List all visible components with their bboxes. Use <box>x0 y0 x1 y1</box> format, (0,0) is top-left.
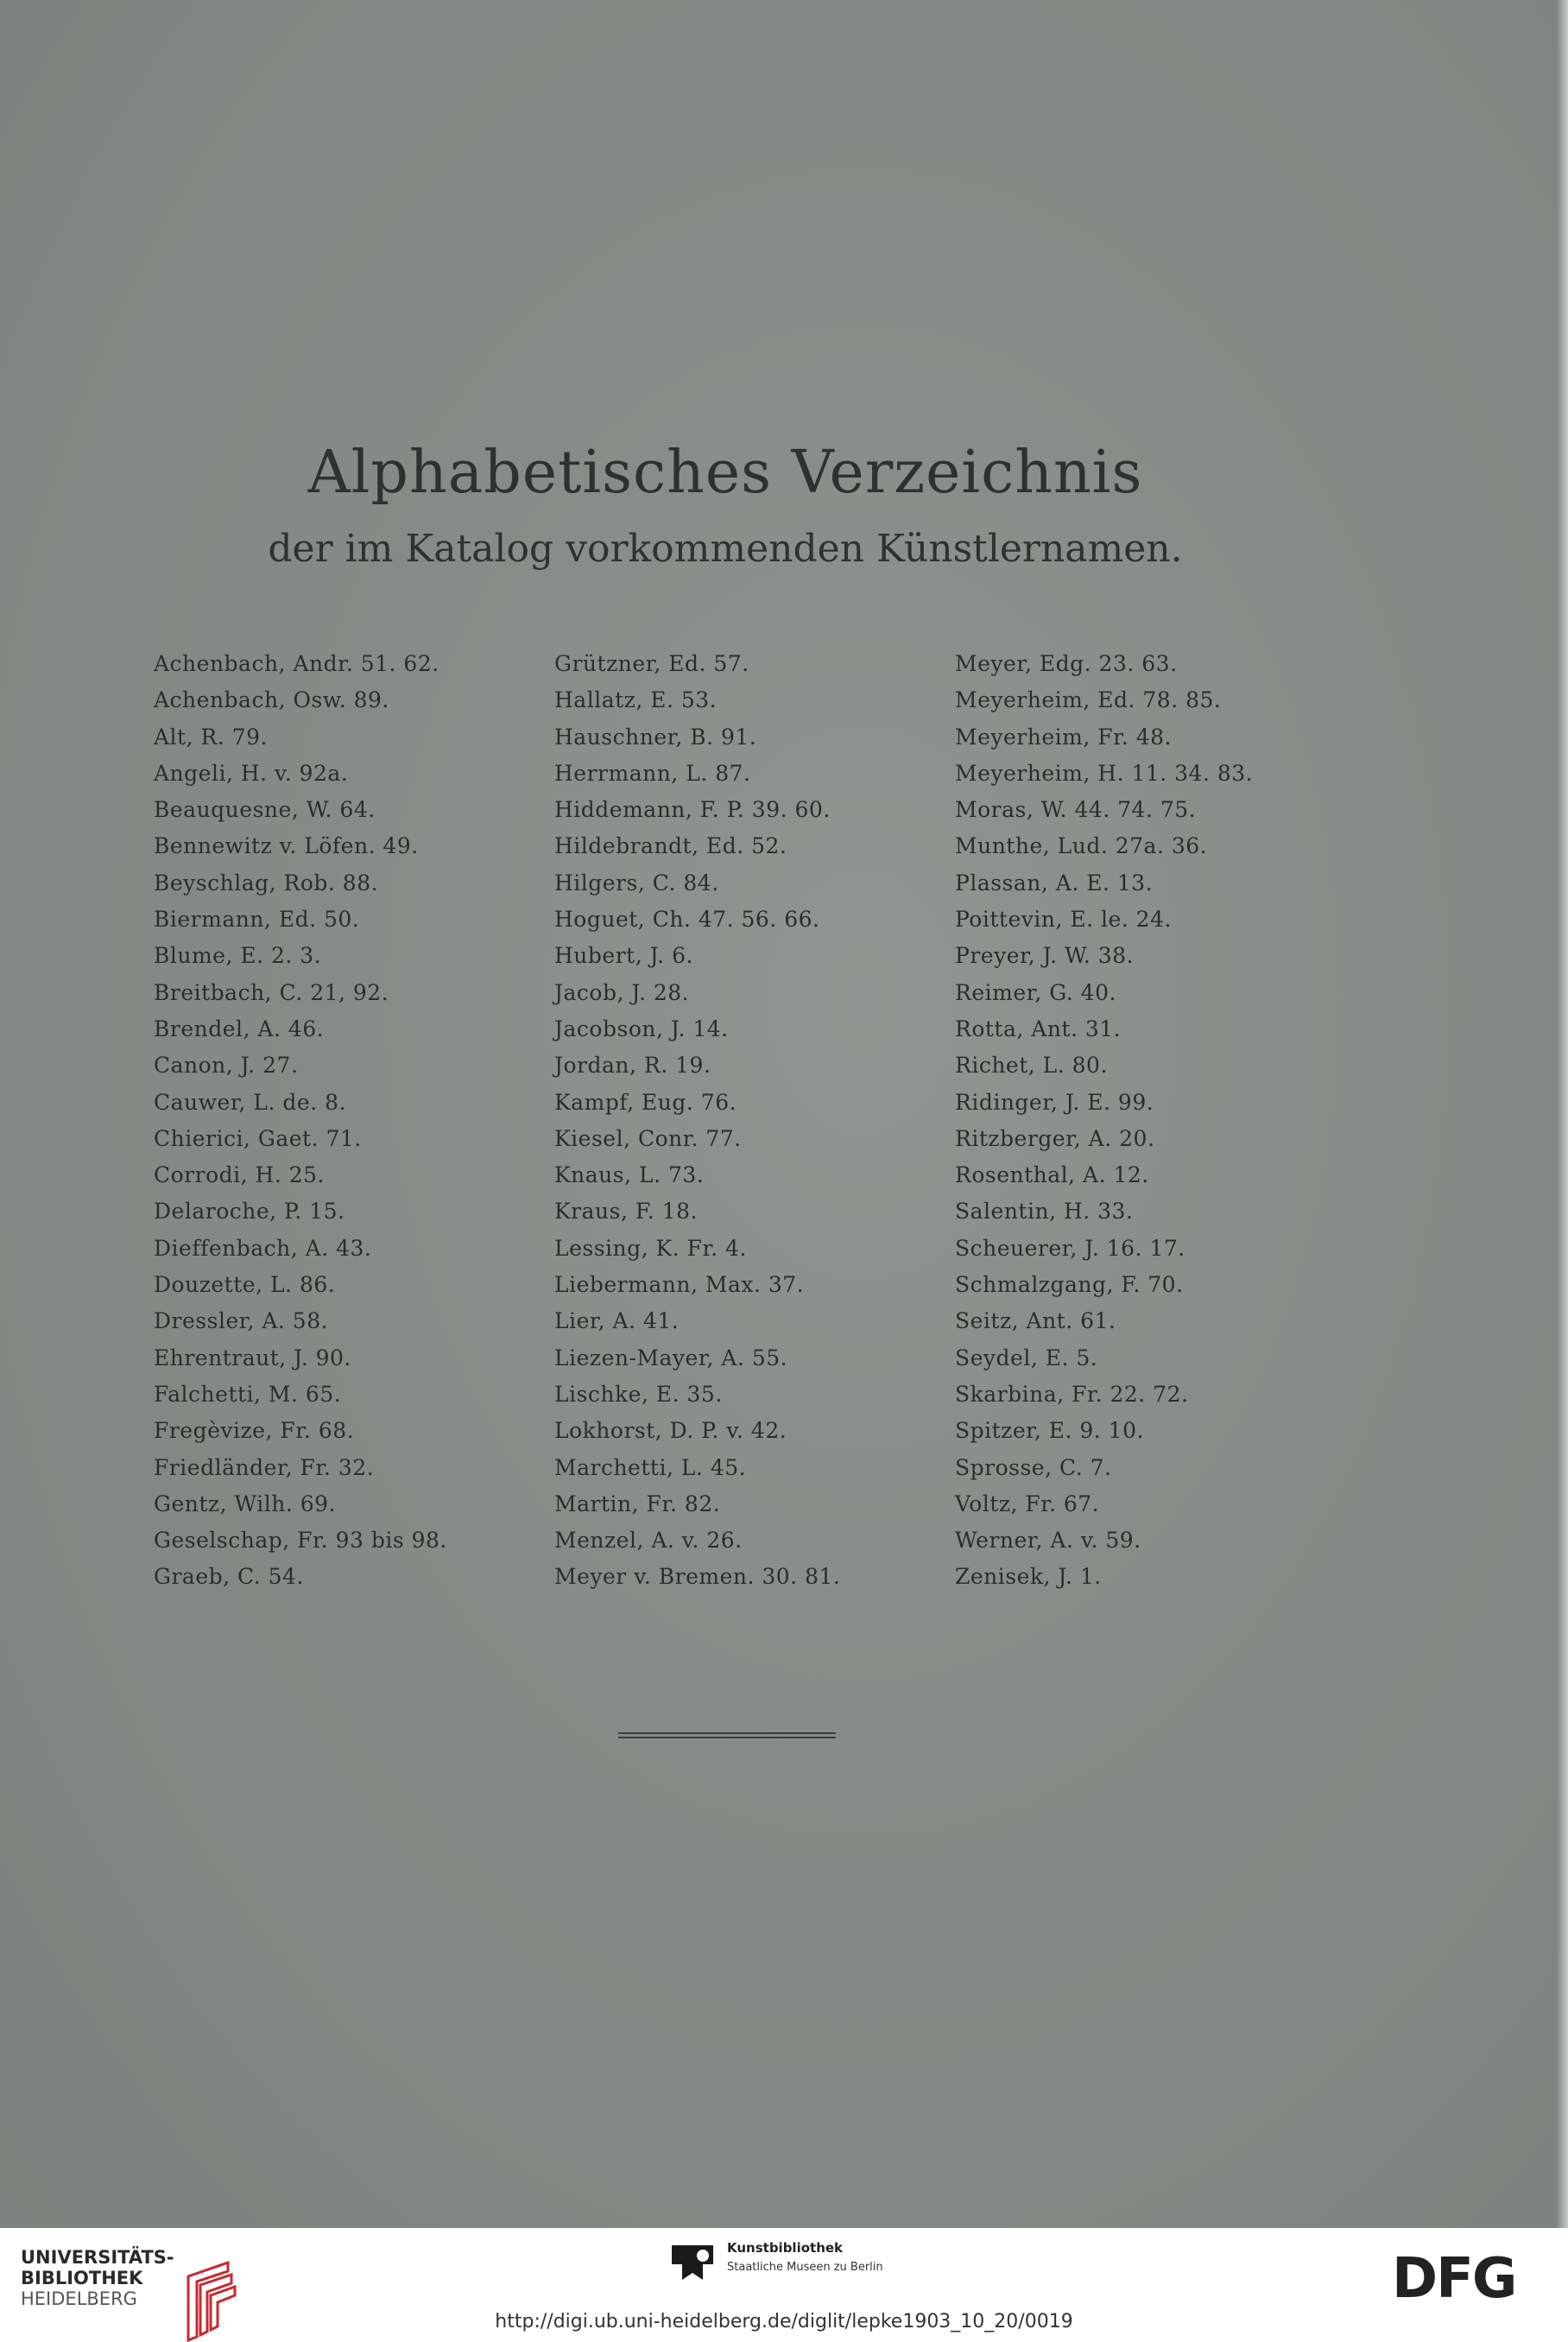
index-entry: Beyschlag, Rob. 88. <box>154 870 379 896</box>
index-entry: Chierici, Gaet. 71. <box>154 1125 362 1151</box>
dfg-logo[interactable]: DFG <box>1392 2247 1516 2311</box>
index-entry: Menzel, A. v. 26. <box>554 1528 743 1554</box>
index-entry: Richet, L. 80. <box>955 1053 1108 1079</box>
index-entry: Achenbach, Andr. 51. 62. <box>154 651 439 676</box>
index-entry: Zenisek, J. 1. <box>955 1564 1102 1590</box>
index-entry: Reimer, G. 40. <box>955 979 1116 1005</box>
page-title: Alphabetisches Verzeichnis <box>307 439 1143 507</box>
index-entry: Lokhorst, D. P. v. 42. <box>554 1418 787 1444</box>
index-entry: Rosenthal, A. 12. <box>955 1162 1149 1188</box>
ub-logo-line-2: BIBLIOTHEK <box>21 2268 143 2288</box>
index-entry: Schmalzgang, F. 70. <box>955 1272 1184 1298</box>
index-entry: Canon, J. 27. <box>154 1053 299 1079</box>
index-entry: Jacob, J. 28. <box>554 979 690 1005</box>
index-entry: Lischke, E. 35. <box>554 1381 723 1407</box>
kunstbibliothek-subtitle: Staatliche Museen zu Berlin <box>727 2261 883 2274</box>
index-entry: Hilgers, C. 84. <box>554 870 719 896</box>
index-entry: Salentin, H. 33. <box>955 1199 1134 1225</box>
index-entry: Blume, E. 2. 3. <box>154 943 322 969</box>
index-entry: Ridinger, J. E. 99. <box>955 1089 1154 1115</box>
index-column-2 <box>554 646 969 1596</box>
index-entry: Liezen-Mayer, A. 55. <box>554 1345 788 1370</box>
index-entry: Ehrentraut, J. 90. <box>154 1345 351 1370</box>
closing-double-rule <box>618 1732 836 1741</box>
index-entry: Seydel, E. 5. <box>955 1345 1098 1370</box>
ub-heidelberg-logo[interactable] <box>21 2247 174 2309</box>
index-entry: Achenbach, Osw. 89. <box>154 687 389 713</box>
index-entry: Douzette, L. 86. <box>154 1272 336 1298</box>
index-entry: Kraus, F. 18. <box>554 1199 698 1225</box>
index-entry: Skarbina, Fr. 22. 72. <box>955 1381 1189 1407</box>
viewer-footer <box>0 2228 1568 2339</box>
index-entry: Hiddemann, F. P. 39. 60. <box>554 797 831 823</box>
eagle-icon <box>668 2238 717 2287</box>
index-entry: Angeli, H. v. 92a. <box>154 760 349 786</box>
page-edge <box>1556 0 1568 2228</box>
index-entry: Voltz, Fr. 67. <box>955 1491 1100 1516</box>
index-column-3 <box>955 646 1369 1596</box>
index-entry: Hoguet, Ch. 47. 56. 66. <box>554 907 820 933</box>
index-entry: Hildebrandt, Ed. 52. <box>554 833 787 859</box>
index-entry: Fregèvize, Fr. 68. <box>154 1418 355 1444</box>
index-entry: Moras, W. 44. 74. 75. <box>955 797 1197 823</box>
index-entry: Alt, R. 79. <box>154 724 268 750</box>
index-entry: Hubert, J. 6. <box>554 943 693 969</box>
ub-logo-line-3: HEIDELBERG <box>21 2288 137 2309</box>
index-entry: Graeb, C. 54. <box>154 1564 304 1590</box>
index-entry: Breitbach, C. 21, 92. <box>154 979 389 1005</box>
index-entry: Poittevin, E. le. 24. <box>955 907 1172 933</box>
index-entry: Meyer v. Bremen. 30. 81. <box>554 1564 841 1590</box>
index-entry: Cauwer, L. de. 8. <box>154 1089 346 1115</box>
index-entry: Kiesel, Conr. 77. <box>554 1125 742 1151</box>
index-column-1 <box>154 646 568 1596</box>
index-entry: Jacobson, J. 14. <box>554 1016 729 1041</box>
index-entry: Herrmann, L. 87. <box>554 760 751 786</box>
index-entry: Lessing, K. Fr. 4. <box>554 1235 747 1261</box>
index-entry: Lier, A. 41. <box>554 1308 680 1334</box>
index-entry: Sprosse, C. 7. <box>955 1454 1112 1480</box>
index-entry: Brendel, A. 46. <box>154 1016 325 1041</box>
index-entry: Beauquesne, W. 64. <box>154 797 376 823</box>
index-entry: Bennewitz v. Löfen. 49. <box>154 833 419 859</box>
index-entry: Gentz, Wilh. 69. <box>154 1491 336 1516</box>
permalink-url[interactable]: http://digi.ub.uni-heidelberg.de/diglit/lepke1903_10_20/0019 <box>495 2311 1073 2333</box>
index-entry: Martin, Fr. 82. <box>554 1491 721 1516</box>
index-entry: Hallatz, E. 53. <box>554 687 718 713</box>
index-entry: Friedländer, Fr. 32. <box>154 1454 375 1480</box>
index-entry: Plassan, A. E. 13. <box>955 870 1154 896</box>
index-entry: Kampf, Eug. 76. <box>554 1089 737 1115</box>
page-subtitle: der im Katalog vorkommenden Künstlernamen. <box>268 527 1183 571</box>
index-entry: Spitzer, E. 9. 10. <box>955 1418 1144 1444</box>
index-entry: Meyerheim, H. 11. 34. 83. <box>955 760 1254 786</box>
index-entry: Ritzberger, A. 20. <box>955 1125 1155 1151</box>
index-entry: Dieffenbach, A. 43. <box>154 1235 372 1261</box>
index-entry: Munthe, Lud. 27a. 36. <box>955 833 1208 859</box>
index-entry: Werner, A. v. 59. <box>955 1528 1141 1554</box>
index-entry: Seitz, Ant. 61. <box>955 1308 1116 1334</box>
index-entry: Delaroche, P. 15. <box>154 1199 345 1225</box>
index-entry: Preyer, J. W. 38. <box>955 943 1135 969</box>
index-entry: Meyer, Edg. 23. 63. <box>955 651 1178 676</box>
index-entry: Scheuerer, J. 16. 17. <box>955 1235 1185 1261</box>
index-entry: Marchetti, L. 45. <box>554 1454 747 1480</box>
index-entry: Hauschner, B. 91. <box>554 724 757 750</box>
index-entry: Rotta, Ant. 31. <box>955 1016 1122 1041</box>
index-entry: Grützner, Ed. 57. <box>554 651 749 676</box>
index-entry: Falchetti, M. 65. <box>154 1381 342 1407</box>
index-entry: Knaus, L. 73. <box>554 1162 705 1188</box>
ub-logo-line-1: UNIVERSITÄTS- <box>21 2247 174 2268</box>
index-entry: Geselschap, Fr. 93 bis 98. <box>154 1528 447 1554</box>
index-entry: Jordan, R. 19. <box>554 1053 711 1079</box>
index-entry: Meyerheim, Ed. 78. 85. <box>955 687 1222 713</box>
index-entry: Liebermann, Max. 37. <box>554 1272 805 1298</box>
index-entry: Corrodi, H. 25. <box>154 1162 325 1188</box>
index-entry: Meyerheim, Fr. 48. <box>955 724 1172 750</box>
index-entry: Dressler, A. 58. <box>154 1308 329 1334</box>
index-entry: Biermann, Ed. 50. <box>154 907 360 933</box>
kunstbibliothek-title: Kunstbibliothek <box>727 2240 844 2256</box>
